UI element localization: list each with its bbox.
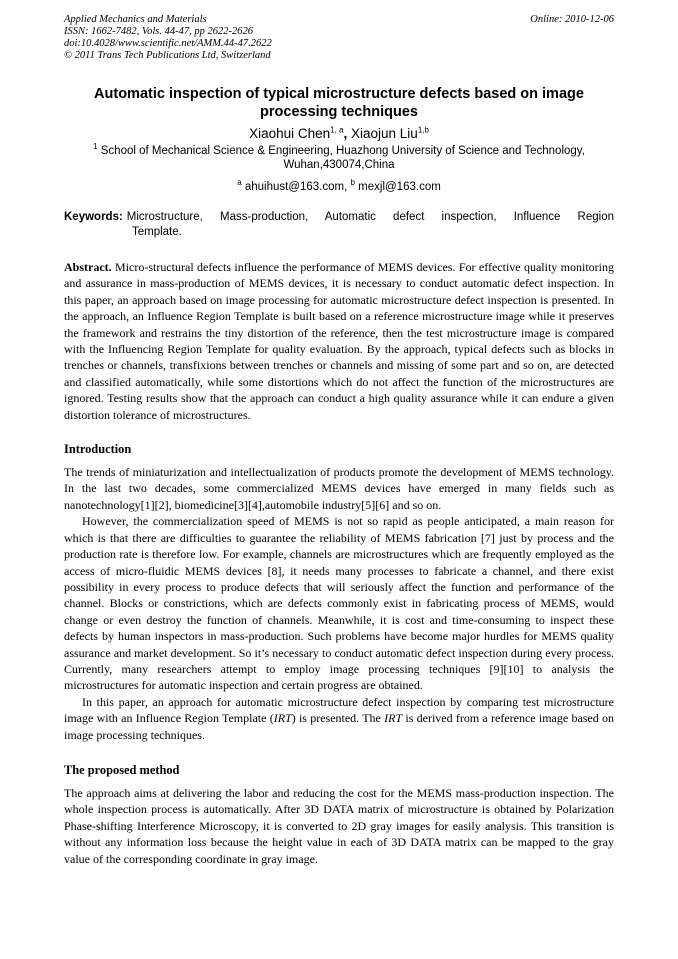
keywords-label: Keywords: — [64, 211, 123, 223]
text-run: ) is presented. The — [291, 711, 385, 726]
introduction-section — [64, 441, 614, 743]
paper-page — [64, 14, 614, 867]
author-list — [64, 125, 614, 142]
method-section — [64, 762, 614, 867]
copyright-line: © 2011 Trans Tech Publications Ltd, Switzerland — [64, 50, 271, 61]
author-superscript: 1, a — [330, 125, 344, 135]
paragraph: However, the commercialization speed of MEMS is not so rapid as people anticipated, a main reason for which is that there are difficulties to guarantee the reliability of MEMS fabrication [7] just by process and the production rate is therefore low. For example, channels are microstructures which are frequently employed as the access of micro-fluidic MEMS devices [8], it needs many processes to fabricate a channel, and there exist possibility in every process to produce defects that will seriously affect the function and performance of the channel. Blocks or constrictions, which are defects commonly exist in fabricating process of MEMS, would change or even destroy the function of channels. Meanwhile, it is cost and time-consuming to inspect these defects by human inspectors in mass-production. Such problems have become major hurdles for MEMS quality assurance and market development. So it’s necessary to conduct automatic defect inspection during every process. Currently, many researchers attempt to employ image processing techniques [9][10] to analysis the microstructures for automatic inspection and certain progress are obtained. — [64, 514, 614, 693]
affiliation — [64, 144, 614, 172]
paper-title: Automatic inspection of typical microstructure defects based on image processing techniques — [94, 86, 584, 120]
keywords-block — [64, 210, 614, 240]
keywords-text: Microstructure, Mass-production, Automatic defect inspection, Influence Region — [126, 211, 614, 223]
abbrev-irt: IRT — [384, 711, 403, 726]
paragraph: The approach aims at delivering the labor and reducing the cost for the MEMS mass-production inspection. The whole inspection process is automatically. After 3D DATA matrix of microstructure is obtained by Polarization Phase-shifting Interference Microscopy, it is converted to 2D gray images for easily analysis. This transition is without any information loss because the height value in each of 3D DATA matrix can be mapped to the gray value of the corresponding coordinate in gray image. — [64, 785, 614, 866]
issn-line: ISSN: 1662-7482, Vols. 44-47, pp 2622-2626 — [64, 26, 253, 37]
text-run: is derived from a reference image based on image processing techniques. — [64, 711, 615, 742]
email-superscript: a — [237, 178, 242, 188]
abstract-label: Abstract. — [64, 260, 112, 274]
email-superscript: b — [350, 178, 355, 188]
section-heading: The proposed method — [64, 762, 180, 777]
abstract-text: Micro-structural defects influence the performance of MEMS devices. For effective quality monitoring and assurance in mass-production of MEMS devices, it is necessary to conduct automatic defect inspection. In this paper, an approach based on image processing for automatic microstructure defect inspection is presented. In the approach, an Influence Region Template is built based on a reference microstructure image while it preserves the framework and restrains the tiny distortion of the reference, then the test microstructure image is compared with the Influencing Region Template for quality evaluation. By the approach, typical defects such as blocks in trenches or channels, transfixions between trenches or channels and missing of some part and so on, are detected and classified automatically, while some distortions which do not affect the function of the microstructures are ignored. Testing results show that the approach can conduct a high quality assurance while it can endure a given distortion tolerance of microstructures. — [64, 260, 615, 422]
email-address: ahuihust@163.com, — [244, 181, 348, 193]
author-name: Xiaohui Chen — [249, 126, 331, 141]
paragraph — [64, 694, 614, 743]
author-name: Xiaojun Liu — [351, 126, 418, 141]
text-run: In this paper, an approach for automatic microstructure defect inspection by comparing test microstructure image with an Influence Region Template ( — [64, 694, 614, 726]
journal-header — [64, 14, 614, 62]
email-address: mexjl@163.com — [358, 181, 441, 193]
keywords-text-cont: Template. — [132, 226, 182, 238]
affiliation-superscript: 1 — [93, 142, 98, 152]
author-superscript: 1,b — [417, 125, 429, 135]
section-heading: Introduction — [64, 442, 132, 457]
paragraph: The trends of miniaturization and intellectualization of products promote the development of MEMS technology. In the last two decades, some commercialized MEMS devices have emerged in many fields such as nanotechnology[1][2], biomedicine[3][4],automobile industry[5][6] and so on. — [64, 465, 614, 512]
online-date: Online: 2010-12-06 — [530, 14, 614, 25]
doi-line: doi:10.4028/www.scientific.net/AMM.44-47.2622 — [64, 38, 272, 49]
journal-name: Applied Mechanics and Materials — [64, 14, 207, 25]
email-line — [64, 180, 614, 194]
author-separator: , — [343, 126, 348, 141]
abstract — [64, 259, 614, 423]
abbrev-irt: IRT — [273, 711, 292, 726]
affiliation-text: School of Mechanical Science & Engineering, Huazhong University of Science and Technology, Wuhan,430074,China — [100, 145, 585, 171]
